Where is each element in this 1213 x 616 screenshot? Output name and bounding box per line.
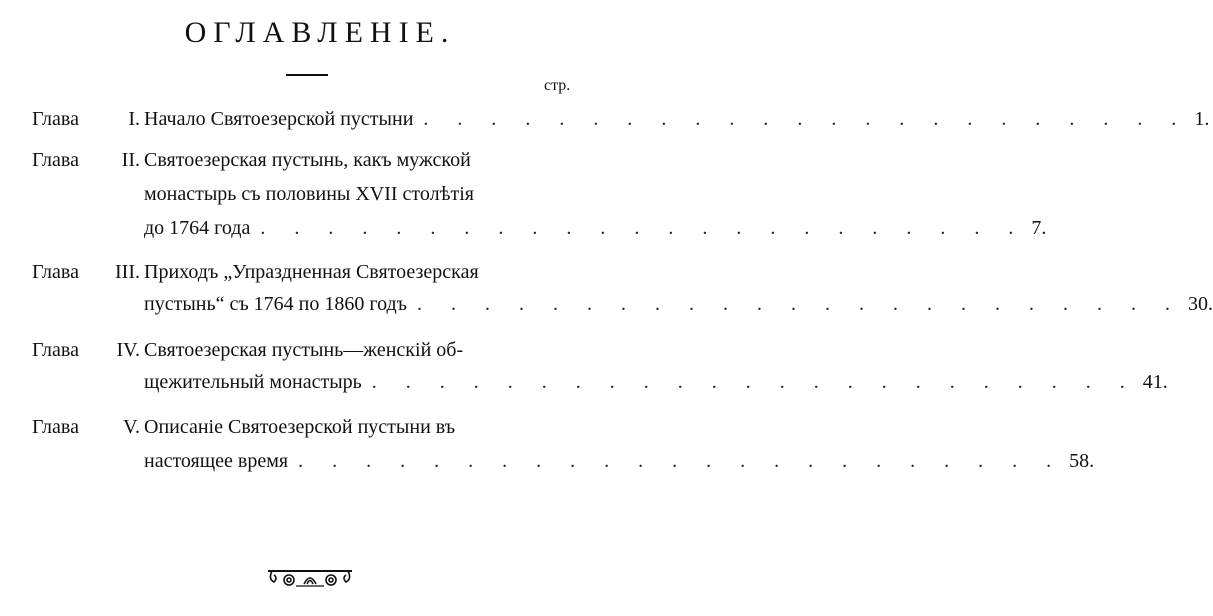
entry-text: [144, 104, 1210, 134]
entry-line: Святоезерская пустынь, какъ мужской: [144, 149, 471, 171]
chapter-word: Глава: [32, 108, 79, 130]
entry-line: щежительный монастырь: [144, 371, 362, 393]
chapter-number: IV.: [116, 339, 140, 361]
page-title: ОГЛАВЛЕНІЕ.: [184, 16, 456, 49]
entry-line: пустынь“ съ 1764 по 1860 годъ: [144, 293, 408, 315]
entry-line: Описаніе Святоезерской пустыни въ: [144, 416, 456, 438]
chapter-number: V.: [123, 416, 140, 438]
chapter-word: Глава: [32, 149, 79, 171]
entry-line: настоящее время: [144, 450, 289, 472]
page-number: 7.: [1031, 217, 1047, 239]
entry-line: Святоезерская пустынь—женскій об-: [144, 339, 464, 361]
chapter-number: III.: [115, 261, 140, 283]
entry-text: [144, 257, 1213, 319]
leader-dots: . . . . . . . . . . . . . . . . . . . . . . .: [298, 450, 1064, 472]
leader-dots: . . . . . . . . . . . . . . . . . . . . . . .: [423, 108, 1189, 130]
page-number: 58.: [1069, 450, 1095, 472]
entry-text: [144, 335, 1168, 397]
entry-text: [144, 145, 1047, 243]
chapter-word: Глава: [32, 261, 79, 283]
page-number: 1.: [1194, 108, 1210, 130]
entry-text: [144, 412, 1095, 476]
leader-dots: . . . . . . . . . . . . . . . . . . . . . . .: [260, 217, 1026, 239]
chapter-word: Глава: [32, 416, 79, 438]
chapter-number: I.: [128, 108, 140, 130]
chapter-number: II.: [121, 149, 140, 171]
entry-line: Начало Святоезерской пустыни: [144, 108, 414, 130]
leader-dots: . . . . . . . . . . . . . . . . . . . . . . .: [417, 293, 1183, 315]
page-column-header: стр.: [544, 77, 571, 94]
page-number: 30.: [1188, 293, 1213, 315]
entry-line: до 1764 года: [144, 217, 251, 239]
entry-line: Приходъ „Упраздненная Святоезерская: [144, 261, 479, 283]
leader-dots: . . . . . . . . . . . . . . . . . . . . . . .: [371, 371, 1137, 393]
chapter-word: Глава: [32, 339, 79, 361]
page-number: 41.: [1142, 371, 1168, 393]
title-rule: [286, 74, 328, 76]
decorative-ornament-icon: [264, 566, 356, 590]
entry-line: монастырь съ половины XVII столѣтія: [144, 183, 474, 205]
